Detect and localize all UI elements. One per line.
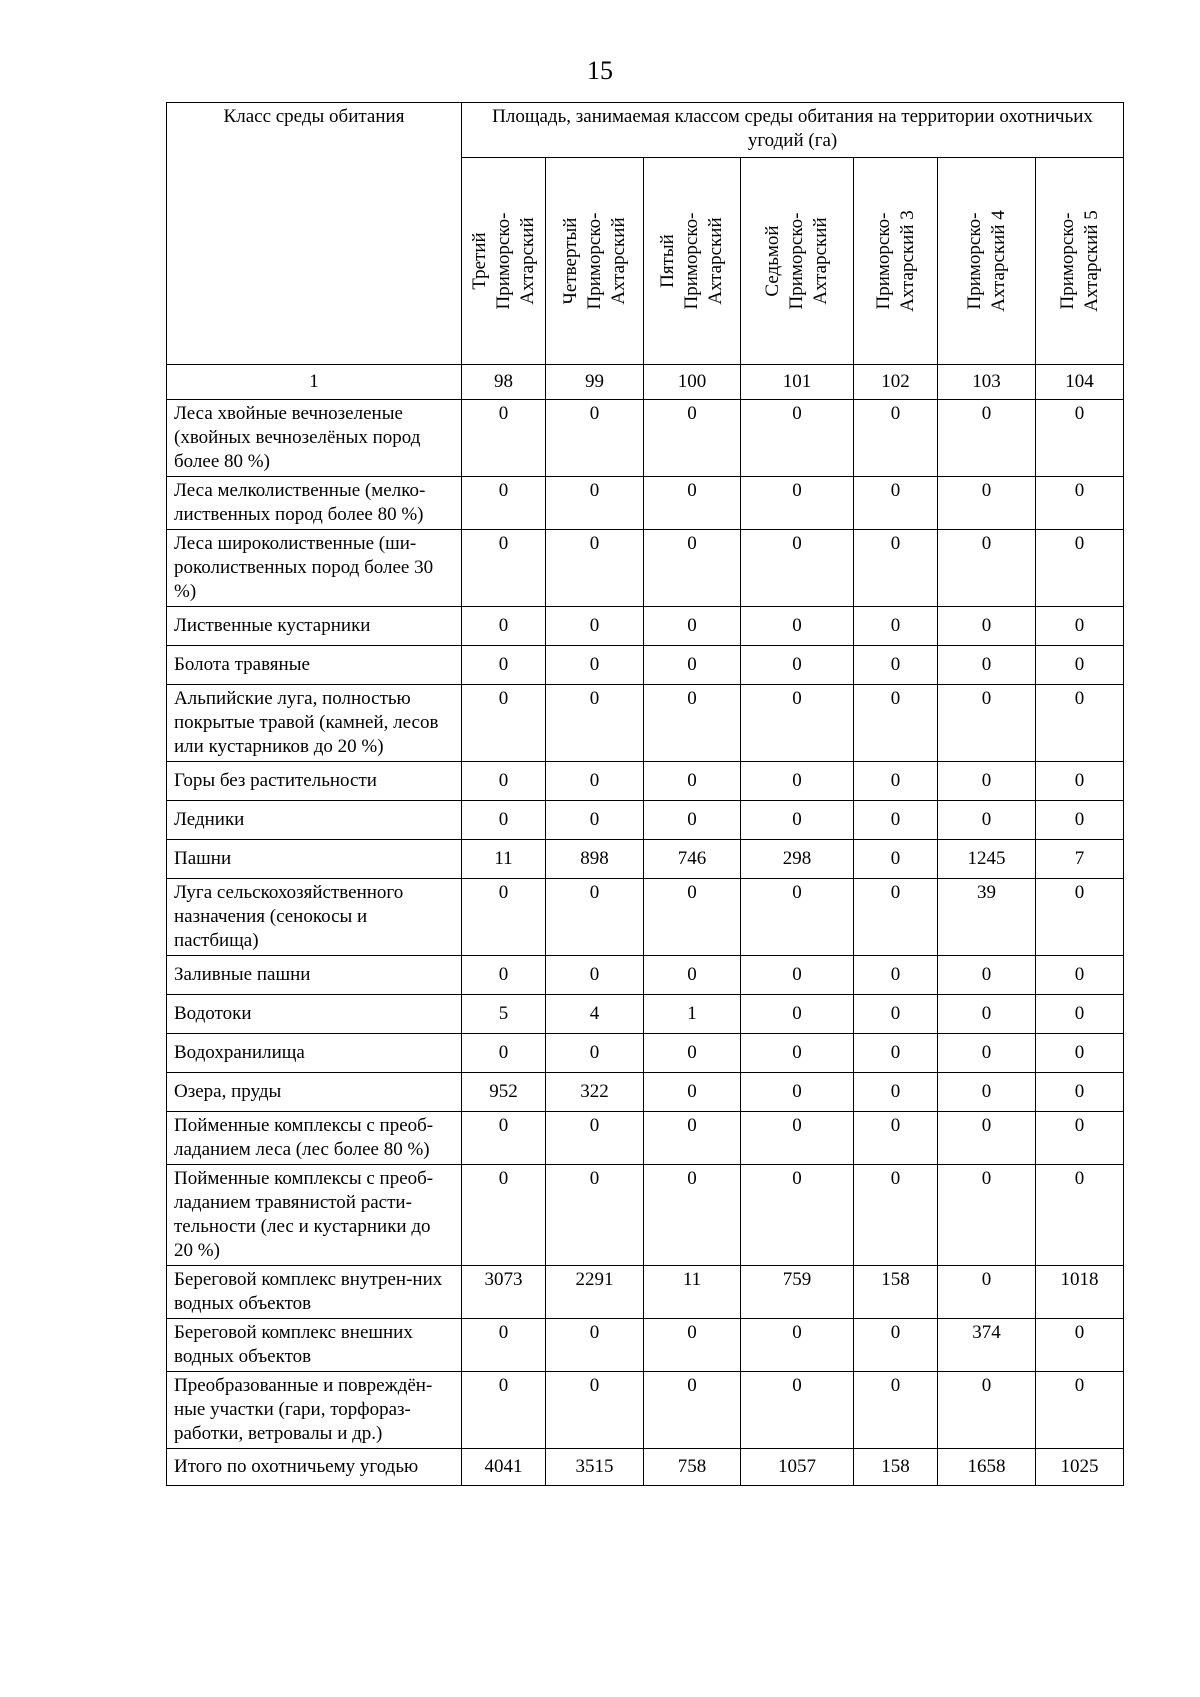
area-value-cell: 0: [644, 879, 741, 956]
area-value-cell: 0: [644, 1034, 741, 1073]
area-value-cell: 0: [462, 1112, 546, 1165]
area-value-cell: 1245: [938, 840, 1036, 879]
habitat-class-name: Болота травяные: [167, 646, 462, 685]
table-row: [167, 762, 1124, 801]
area-value-cell: 0: [644, 607, 741, 646]
area-value-cell: 0: [462, 685, 546, 762]
area-value-cell: 0: [644, 956, 741, 995]
area-value-cell: 0: [1036, 400, 1124, 477]
column-header: [741, 158, 854, 365]
habitat-class-name: Леса мелколиственные (мелко-лиственных пород более 80 %): [167, 477, 462, 530]
area-value-cell: 0: [462, 646, 546, 685]
area-value-cell: 0: [1036, 1034, 1124, 1073]
area-value-cell: 0: [462, 762, 546, 801]
area-value-cell: 0: [854, 1165, 938, 1266]
area-value-cell: 0: [938, 530, 1036, 607]
area-value-cell: 0: [462, 1372, 546, 1449]
area-value-cell: 0: [741, 1372, 854, 1449]
total-row: [167, 1449, 1124, 1486]
table-row: [167, 956, 1124, 995]
area-value-cell: 1: [644, 995, 741, 1034]
area-value-cell: 0: [1036, 530, 1124, 607]
area-value-cell: 0: [938, 1073, 1036, 1112]
area-value-cell: 0: [644, 477, 741, 530]
table-row: [167, 530, 1124, 607]
area-value-cell: 0: [741, 477, 854, 530]
column-number: 101: [741, 365, 854, 400]
table-row: [167, 646, 1124, 685]
area-value-cell: 952: [462, 1073, 546, 1112]
area-value-cell: 0: [546, 1319, 644, 1372]
area-value-cell: 0: [1036, 801, 1124, 840]
table-row: [167, 801, 1124, 840]
habitat-class-name: Водохранилища: [167, 1034, 462, 1073]
area-value-cell: 0: [938, 762, 1036, 801]
area-value-cell: 0: [644, 685, 741, 762]
area-value-cell: 0: [1036, 1112, 1124, 1165]
column-number: 100: [644, 365, 741, 400]
area-value-cell: 0: [938, 1165, 1036, 1266]
column-header-label: Четвертый Приморско- Ахтарский: [559, 212, 629, 310]
area-value-cell: 0: [546, 801, 644, 840]
area-value-cell: 0: [741, 762, 854, 801]
habitat-class-name: Горы без растительности: [167, 762, 462, 801]
column-header: [644, 158, 741, 365]
column-number: 103: [938, 365, 1036, 400]
area-value-cell: 759: [741, 1266, 854, 1319]
table-row: [167, 840, 1124, 879]
area-value-cell: 0: [741, 1319, 854, 1372]
habitat-class-name: Пойменные комплексы с преоб-ладанием леса (лес более 80 %): [167, 1112, 462, 1165]
column-header: [546, 158, 644, 365]
area-value-cell: 0: [938, 956, 1036, 995]
habitat-class-name: Береговой комплекс внешних водных объектов: [167, 1319, 462, 1372]
area-value-cell: 0: [854, 1319, 938, 1372]
habitat-class-name: Преобразованные и повреждён-ные участки (гари, торфораз-работки, ветровалы и др.): [167, 1372, 462, 1449]
area-value-cell: 0: [854, 1372, 938, 1449]
area-value-cell: 0: [854, 1112, 938, 1165]
area-value-cell: 898: [546, 840, 644, 879]
area-value-cell: 0: [938, 1034, 1036, 1073]
area-value-cell: 0: [546, 956, 644, 995]
area-value-cell: 0: [462, 1319, 546, 1372]
area-value-cell: 0: [938, 477, 1036, 530]
area-value-cell: 0: [854, 762, 938, 801]
area-value-cell: 0: [741, 1073, 854, 1112]
area-value-cell: 0: [644, 1112, 741, 1165]
area-value-cell: 0: [938, 685, 1036, 762]
column-header-label: Приморско- Ахтарский 4: [963, 210, 1009, 312]
area-value-cell: 0: [854, 607, 938, 646]
area-value-cell: 0: [938, 400, 1036, 477]
habitat-class-name: Пойменные комплексы с преоб-ладанием травянистой расти-тельности (лес и кустарники до 20 %): [167, 1165, 462, 1266]
habitat-class-name: Итого по охотничьему угодью: [167, 1449, 462, 1486]
table-row: [167, 1165, 1124, 1266]
area-value-cell: 0: [1036, 477, 1124, 530]
area-value-cell: 7: [1036, 840, 1124, 879]
table-row: [167, 477, 1124, 530]
area-value-cell: 0: [462, 607, 546, 646]
column-header-label: Приморско- Ахтарский 5: [1056, 210, 1102, 312]
habitat-class-name: Луга сельскохозяйственного назначения (сенокосы и пастбища): [167, 879, 462, 956]
table-row: [167, 879, 1124, 956]
area-value-cell: 1018: [1036, 1266, 1124, 1319]
area-value-cell: 0: [938, 607, 1036, 646]
habitat-class-name: Лиственные кустарники: [167, 607, 462, 646]
habitat-class-name: Заливные пашни: [167, 956, 462, 995]
habitat-class-name: Водотоки: [167, 995, 462, 1034]
column-number-row: [167, 365, 1124, 400]
page-number: 15: [587, 56, 613, 85]
area-value-cell: 0: [854, 840, 938, 879]
area-value-cell: 0: [462, 801, 546, 840]
area-value-cell: 0: [741, 1165, 854, 1266]
area-value-cell: 0: [644, 400, 741, 477]
habitat-class-name: Береговой комплекс внутрен-них водных объектов: [167, 1266, 462, 1319]
area-value-cell: 0: [854, 879, 938, 956]
area-value-cell: 0: [644, 1319, 741, 1372]
area-value-cell: 0: [938, 1112, 1036, 1165]
area-value-cell: 0: [644, 1073, 741, 1112]
area-value-cell: 0: [938, 801, 1036, 840]
area-header: Площадь, занимаемая классом среды обитания на территории охотничьих угодий (га): [462, 103, 1124, 158]
column-header: [1036, 158, 1124, 365]
area-value-cell: 0: [854, 995, 938, 1034]
area-value-cell: 0: [462, 477, 546, 530]
area-value-cell: 0: [741, 1034, 854, 1073]
area-value-cell: 0: [938, 1266, 1036, 1319]
area-value-cell: 0: [546, 1165, 644, 1266]
area-value-cell: 0: [546, 400, 644, 477]
area-value-cell: 0: [854, 1073, 938, 1112]
area-value-cell: 322: [546, 1073, 644, 1112]
area-value-cell: 0: [741, 1112, 854, 1165]
habitat-class-name: Леса широколиственные (ши-роколиственных пород более 30 %): [167, 530, 462, 607]
area-value-cell: 158: [854, 1449, 938, 1486]
area-value-cell: 0: [1036, 762, 1124, 801]
area-value-cell: 0: [462, 1165, 546, 1266]
area-value-cell: 0: [1036, 995, 1124, 1034]
column-header-label: Пятый Приморско- Ахтарский: [657, 212, 726, 310]
area-value-cell: 0: [644, 762, 741, 801]
area-value-cell: 11: [462, 840, 546, 879]
area-value-cell: 0: [462, 400, 546, 477]
table-row: [167, 1034, 1124, 1073]
area-value-cell: 0: [546, 1112, 644, 1165]
area-value-cell: 0: [1036, 1073, 1124, 1112]
area-value-cell: 0: [854, 801, 938, 840]
table-row: [167, 1073, 1124, 1112]
area-value-cell: 0: [741, 400, 854, 477]
area-value-cell: 0: [644, 1165, 741, 1266]
area-value-cell: 158: [854, 1266, 938, 1319]
area-value-cell: 4041: [462, 1449, 546, 1486]
area-value-cell: 0: [1036, 685, 1124, 762]
column-header-label: Третий Приморско- Ахтарский: [468, 212, 538, 310]
area-value-cell: 0: [546, 530, 644, 607]
area-value-cell: 0: [938, 1372, 1036, 1449]
area-value-cell: 39: [938, 879, 1036, 956]
area-value-cell: 0: [644, 1372, 741, 1449]
area-value-cell: 0: [741, 956, 854, 995]
area-value-cell: 5: [462, 995, 546, 1034]
table-row: [167, 1372, 1124, 1449]
column-number: 98: [462, 365, 546, 400]
habitat-area-table: [166, 102, 1124, 1486]
area-value-cell: 298: [741, 840, 854, 879]
area-value-cell: 0: [462, 956, 546, 995]
area-value-cell: 0: [741, 995, 854, 1034]
area-value-cell: 0: [741, 646, 854, 685]
area-value-cell: 1658: [938, 1449, 1036, 1486]
area-value-cell: 0: [546, 685, 644, 762]
area-value-cell: 0: [1036, 646, 1124, 685]
area-value-cell: 0: [938, 995, 1036, 1034]
area-value-cell: 746: [644, 840, 741, 879]
area-value-cell: 0: [1036, 956, 1124, 995]
table-row: [167, 685, 1124, 762]
habitat-class-name: Ледники: [167, 801, 462, 840]
area-value-cell: 1057: [741, 1449, 854, 1486]
area-value-cell: 0: [854, 477, 938, 530]
habitat-class-name: Пашни: [167, 840, 462, 879]
area-value-cell: 0: [546, 477, 644, 530]
area-value-cell: 0: [741, 879, 854, 956]
area-value-cell: 0: [1036, 607, 1124, 646]
area-value-cell: 0: [741, 685, 854, 762]
column-header-label: Седьмой Приморско- Ахтарский: [762, 212, 831, 310]
column-header: [462, 158, 546, 365]
column-header: [938, 158, 1036, 365]
table-row: [167, 607, 1124, 646]
area-value-cell: 0: [854, 646, 938, 685]
table-row: [167, 1319, 1124, 1372]
column-number: 1: [167, 365, 462, 400]
area-value-cell: 0: [741, 607, 854, 646]
area-value-cell: 0: [546, 762, 644, 801]
area-value-cell: 0: [1036, 1165, 1124, 1266]
area-value-cell: 758: [644, 1449, 741, 1486]
area-value-cell: 0: [1036, 1372, 1124, 1449]
area-value-cell: 4: [546, 995, 644, 1034]
area-value-cell: 0: [854, 530, 938, 607]
column-number: 104: [1036, 365, 1124, 400]
area-value-cell: 3073: [462, 1266, 546, 1319]
table-row: [167, 995, 1124, 1034]
area-value-cell: 0: [546, 646, 644, 685]
area-value-cell: 0: [854, 400, 938, 477]
area-value-cell: 0: [462, 530, 546, 607]
area-value-cell: 0: [854, 1034, 938, 1073]
area-value-cell: 11: [644, 1266, 741, 1319]
area-value-cell: 0: [462, 879, 546, 956]
area-value-cell: 0: [741, 530, 854, 607]
area-value-cell: 0: [644, 801, 741, 840]
area-value-cell: 0: [741, 801, 854, 840]
area-value-cell: 0: [854, 685, 938, 762]
habitat-class-name: Озера, пруды: [167, 1073, 462, 1112]
area-value-cell: 0: [546, 1034, 644, 1073]
area-value-cell: 0: [854, 956, 938, 995]
area-value-cell: 2291: [546, 1266, 644, 1319]
area-value-cell: 374: [938, 1319, 1036, 1372]
column-header-label: Приморско- Ахтарский 3: [872, 210, 918, 312]
area-value-cell: 0: [644, 646, 741, 685]
area-value-cell: 0: [546, 607, 644, 646]
table-row: [167, 1266, 1124, 1319]
area-value-cell: 0: [546, 879, 644, 956]
area-value-cell: 0: [938, 646, 1036, 685]
area-value-cell: 1025: [1036, 1449, 1124, 1486]
area-value-cell: 0: [644, 530, 741, 607]
area-value-cell: 0: [1036, 879, 1124, 956]
table-row: [167, 1112, 1124, 1165]
column-number: 102: [854, 365, 938, 400]
area-value-cell: 0: [462, 1034, 546, 1073]
area-value-cell: 3515: [546, 1449, 644, 1486]
table-row: [167, 400, 1124, 477]
area-value-cell: 0: [546, 1372, 644, 1449]
column-number: 99: [546, 365, 644, 400]
area-value-cell: 0: [1036, 1319, 1124, 1372]
column-header: [854, 158, 938, 365]
habitat-class-header: Класс среды обитания: [167, 103, 462, 365]
habitat-class-name: Альпийские луга, полностью покрытые травой (камней, лесов или кустарников до 20 %): [167, 685, 462, 762]
habitat-class-name: Леса хвойные вечнозеленые (хвойных вечнозелёных пород более 80 %): [167, 400, 462, 477]
